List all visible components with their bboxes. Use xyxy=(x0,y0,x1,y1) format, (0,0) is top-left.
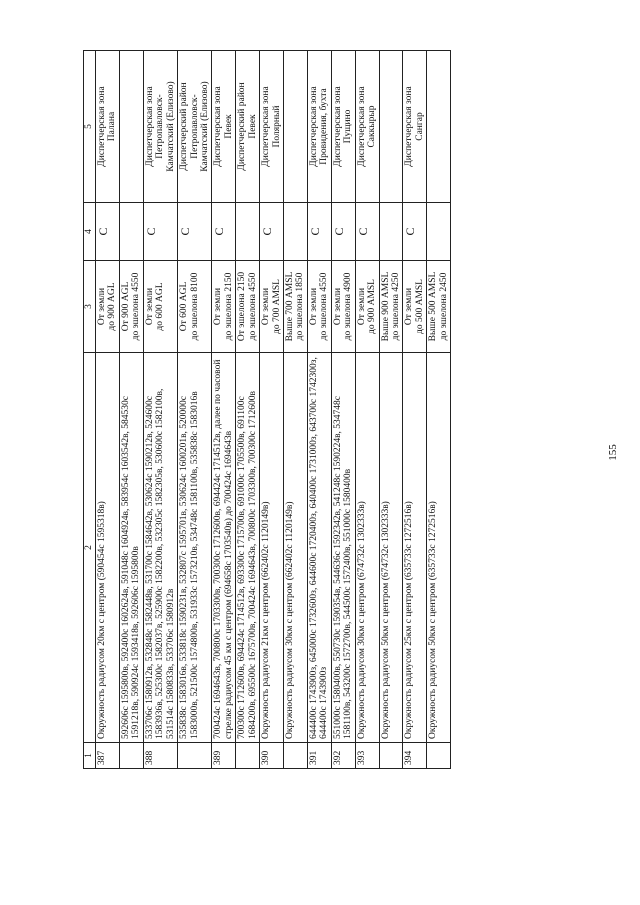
vertical-limit-line: От эшелона 2150 xyxy=(237,271,248,342)
row-number-cell: 392 xyxy=(331,743,355,769)
control-unit-line: Диспетчерский район xyxy=(237,82,248,171)
vertical-limit-line: От 600 AGL xyxy=(179,281,190,332)
column-header: 5 xyxy=(84,51,96,203)
zone-boundary-cell: Окружность радиусом 30км с центром (674732с 1302333в) xyxy=(355,353,379,743)
vertical-limit-line: до эшелона 1850 xyxy=(295,272,306,341)
airspace-class-cell: С xyxy=(212,203,236,261)
vertical-limit-line: От земли xyxy=(332,287,343,326)
control-unit-line: Петропавловск- xyxy=(155,94,166,159)
vertical-limit-line: до эшелона 4900 xyxy=(343,272,354,341)
table-row xyxy=(427,51,451,769)
column-header: 1 xyxy=(84,743,96,769)
airspace-class-cell: С xyxy=(143,203,177,261)
control-unit-line: Палана xyxy=(107,111,118,142)
control-unit-line: Диспетчерская зона xyxy=(404,86,415,167)
table-row xyxy=(178,51,212,769)
vertical-limit-line: От земли xyxy=(97,287,107,326)
control-unit-line: Полярный xyxy=(271,105,282,148)
vertical-limits-cell xyxy=(260,261,284,353)
control-unit-line: Саккырыр xyxy=(367,105,378,148)
row-number-cell xyxy=(427,743,451,769)
vertical-limit-line: до 900 AMSL xyxy=(367,279,378,334)
airspace-class-cell xyxy=(284,203,308,261)
airspace-class-cell: С xyxy=(96,203,120,261)
column-header: 3 xyxy=(84,261,96,353)
control-unit-line: Камчатский (Елизово) xyxy=(165,81,176,172)
vertical-limit-line: От земли xyxy=(144,287,155,326)
table-row xyxy=(236,51,260,769)
airspace-class-cell: С xyxy=(307,203,331,261)
zone-boundary-cell: Окружность радиусом 50км с центром (674732с 1302333в) xyxy=(379,353,403,743)
vertical-limits-cell xyxy=(284,261,308,353)
table-row xyxy=(212,51,236,769)
row-number-cell xyxy=(236,743,260,769)
control-unit-line: Диспетчерская зона xyxy=(97,86,107,167)
control-unit-cell xyxy=(236,51,260,203)
vertical-limit-line: От земли xyxy=(261,287,272,326)
column-header: 4 xyxy=(84,203,96,261)
vertical-limit-line: до эшелона 8100 xyxy=(189,272,200,341)
table-row xyxy=(403,51,427,769)
zone-boundary-cell: Окружность радиусом 50км с центром (635733с 1272516в) xyxy=(427,353,451,743)
airspace-class-cell: С xyxy=(260,203,284,261)
table-row xyxy=(307,51,331,769)
table-row xyxy=(260,51,284,769)
control-unit-line: Диспетчерская зона xyxy=(213,86,224,167)
vertical-limits-cell xyxy=(143,261,177,353)
vertical-limits-cell xyxy=(96,261,120,353)
vertical-limit-line: до 500 AMSL xyxy=(414,279,425,334)
row-number-cell: 394 xyxy=(403,743,427,769)
airspace-class-cell: С xyxy=(331,203,355,261)
control-unit-cell xyxy=(119,51,143,203)
control-unit-cell xyxy=(379,51,403,203)
vertical-limits-cell xyxy=(119,261,143,353)
vertical-limit-line: Выше 700 AMSL xyxy=(285,271,295,342)
row-number-cell xyxy=(284,743,308,769)
control-unit-line: Диспетчерская зона xyxy=(356,86,367,167)
vertical-limits-cell xyxy=(178,261,212,353)
column-header: 2 xyxy=(84,353,96,743)
zone-boundary-cell: 533706с 1580912в, 532848с 1582448в, 531700с 1584642в, 530624с 1590212в, 524600с 1583936в, 525300с 1582037в, 525900с 1582200в, 532305с 1582305в, 530600с 1582100в, 531514с 1580833в, 533706с 1580912в xyxy=(143,353,177,743)
vertical-limit-line: до 900 AGL xyxy=(107,282,118,331)
vertical-limits-cell xyxy=(236,261,260,353)
control-unit-line: Сангар xyxy=(414,112,425,141)
control-unit-line: Диспетчерская зона xyxy=(332,86,343,167)
control-unit-cell xyxy=(284,51,308,203)
control-unit-line: Певек xyxy=(223,114,234,139)
table-row xyxy=(284,51,308,769)
control-unit-cell xyxy=(403,51,427,203)
airspace-class-cell xyxy=(427,203,451,261)
row-number-cell xyxy=(119,743,143,769)
zone-boundary-cell: 700424с 1694643в, 700800с 1703300в, 700300с 1712600в, 694424с 1714512в, далее по часовой стрелке радиусом 45 км с центром (694658с 1703540в) до 700424с 1694643в xyxy=(212,353,236,743)
control-unit-line: Диспетчерская зона xyxy=(308,86,319,167)
airspace-class-cell: С xyxy=(355,203,379,261)
control-unit-cell xyxy=(212,51,236,203)
row-number-cell xyxy=(178,743,212,769)
vertical-limit-line: до эшелона 4550 xyxy=(319,272,330,341)
row-number-cell: 389 xyxy=(212,743,236,769)
table-row xyxy=(331,51,355,769)
control-unit-cell xyxy=(331,51,355,203)
zone-boundary-cell: 700300с 1712600в, 694424с 1714512в, 693300с 1715700в, 691000с 1705500в, 691100с 1684200в, 695500с 1675700в, 700424с 1694643в, 700800с 1703300в, 700300с 1712600в xyxy=(236,353,260,743)
vertical-limit-line: до эшелона 4550 xyxy=(131,272,142,341)
vertical-limits-cell xyxy=(307,261,331,353)
airspace-class-cell xyxy=(119,203,143,261)
table-row xyxy=(96,51,120,769)
control-unit-cell xyxy=(355,51,379,203)
table-row xyxy=(143,51,177,769)
row-number-cell: 393 xyxy=(355,743,379,769)
page-number: 155 xyxy=(607,444,619,461)
vertical-limits-cell xyxy=(355,261,379,353)
airspace-class-cell: С xyxy=(178,203,212,261)
airspace-class-cell xyxy=(236,203,260,261)
vertical-limit-line: Выше 500 AMSL xyxy=(428,271,439,342)
table-row xyxy=(355,51,379,769)
row-number-cell: 388 xyxy=(143,743,177,769)
vertical-limit-line: Выше 900 AMSL xyxy=(380,271,391,342)
control-unit-cell xyxy=(143,51,177,203)
control-unit-cell xyxy=(96,51,120,203)
control-unit-line: Диспетчерская зона xyxy=(261,86,272,167)
vertical-limit-line: до эшелона 4550 xyxy=(247,272,258,341)
control-unit-line: Провидения, бухта xyxy=(319,88,330,165)
control-unit-line: Петропавловск- xyxy=(189,94,200,159)
table-row xyxy=(379,51,403,769)
vertical-limit-line: до 600 AGL xyxy=(155,282,166,331)
control-unit-line: Пущино xyxy=(343,109,354,144)
vertical-limit-line: до эшелона 2450 xyxy=(438,272,449,341)
control-unit-line: Диспетчерский район xyxy=(179,82,190,171)
row-number-cell: 387 xyxy=(96,743,120,769)
zone-boundary-cell: Окружность радиусом 30км с центром (662402с 1120149в) xyxy=(284,353,308,743)
zone-boundary-cell: Окружность радиусом 25км с центром (635733с 1272516в) xyxy=(403,353,427,743)
zone-boundary-cell: Окружность радиусом 21км с центром (662402с 1120149в) xyxy=(260,353,284,743)
vertical-limit-line: От земли xyxy=(404,287,415,326)
vertical-limit-line: до эшелона 2150 xyxy=(223,272,234,341)
control-unit-line: Камчатский (Елизово) xyxy=(199,81,210,172)
zone-boundary-cell: 592606с 1595800в, 592400с 1602624в, 591048с 1604924в, 583954с 1603542в, 584530с 1591218в, 590924с 1593418в, 592606с 1595800в xyxy=(119,353,143,743)
vertical-limits-cell xyxy=(403,261,427,353)
vertical-limits-cell xyxy=(427,261,451,353)
control-unit-cell xyxy=(427,51,451,203)
row-number-cell xyxy=(379,743,403,769)
airspace-class-cell: С xyxy=(403,203,427,261)
vertical-limit-line: От 900 AGL xyxy=(120,281,131,332)
airspace-class-cell xyxy=(379,203,403,261)
row-number-cell: 391 xyxy=(307,743,331,769)
control-unit-cell xyxy=(260,51,284,203)
zone-boundary-cell: 535838с 1583016в, 533818с 1590231в, 532807с 1595701в, 530624с 1600201в, 520000с 1583000в, 521500с 1574800в, 531933с 1573210в, 534748с 1581100в, 535838с 1583016в xyxy=(178,353,212,743)
table-row xyxy=(119,51,143,769)
vertical-limit-line: От земли xyxy=(356,287,367,326)
vertical-limits-cell xyxy=(212,261,236,353)
row-number-cell: 390 xyxy=(260,743,284,769)
vertical-limit-line: до 700 AMSL xyxy=(271,279,282,334)
zone-boundary-cell: 551000с 1580400в, 550730с 1590354в, 544636с 1592342в, 541248с 1590224в, 534748с 1581100в, 543200с 1572700в, 544500с 1572400в, 551000с 1580400в xyxy=(331,353,355,743)
airspace-table xyxy=(83,50,451,769)
zone-boundary-cell: Окружность радиусом 20км с центром (590454с 1595318в) xyxy=(96,353,120,743)
control-unit-cell xyxy=(178,51,212,203)
control-unit-line: Певек xyxy=(247,114,258,139)
zone-boundary-cell: 644400с 1743900з, 645000с 1732600з, 644600с 1720400з, 640400с 1731000з, 643700с 1742300з, 644400с 1743900з xyxy=(307,353,331,743)
control-unit-line: Диспетчерская зона xyxy=(144,86,155,167)
vertical-limit-line: От земли xyxy=(213,287,224,326)
vertical-limit-line: От земли xyxy=(308,287,319,326)
vertical-limits-cell xyxy=(331,261,355,353)
header-row xyxy=(84,51,96,769)
vertical-limit-line: до эшелона 4250 xyxy=(390,272,401,341)
table-body xyxy=(96,51,451,769)
control-unit-cell xyxy=(307,51,331,203)
vertical-limits-cell xyxy=(379,261,403,353)
